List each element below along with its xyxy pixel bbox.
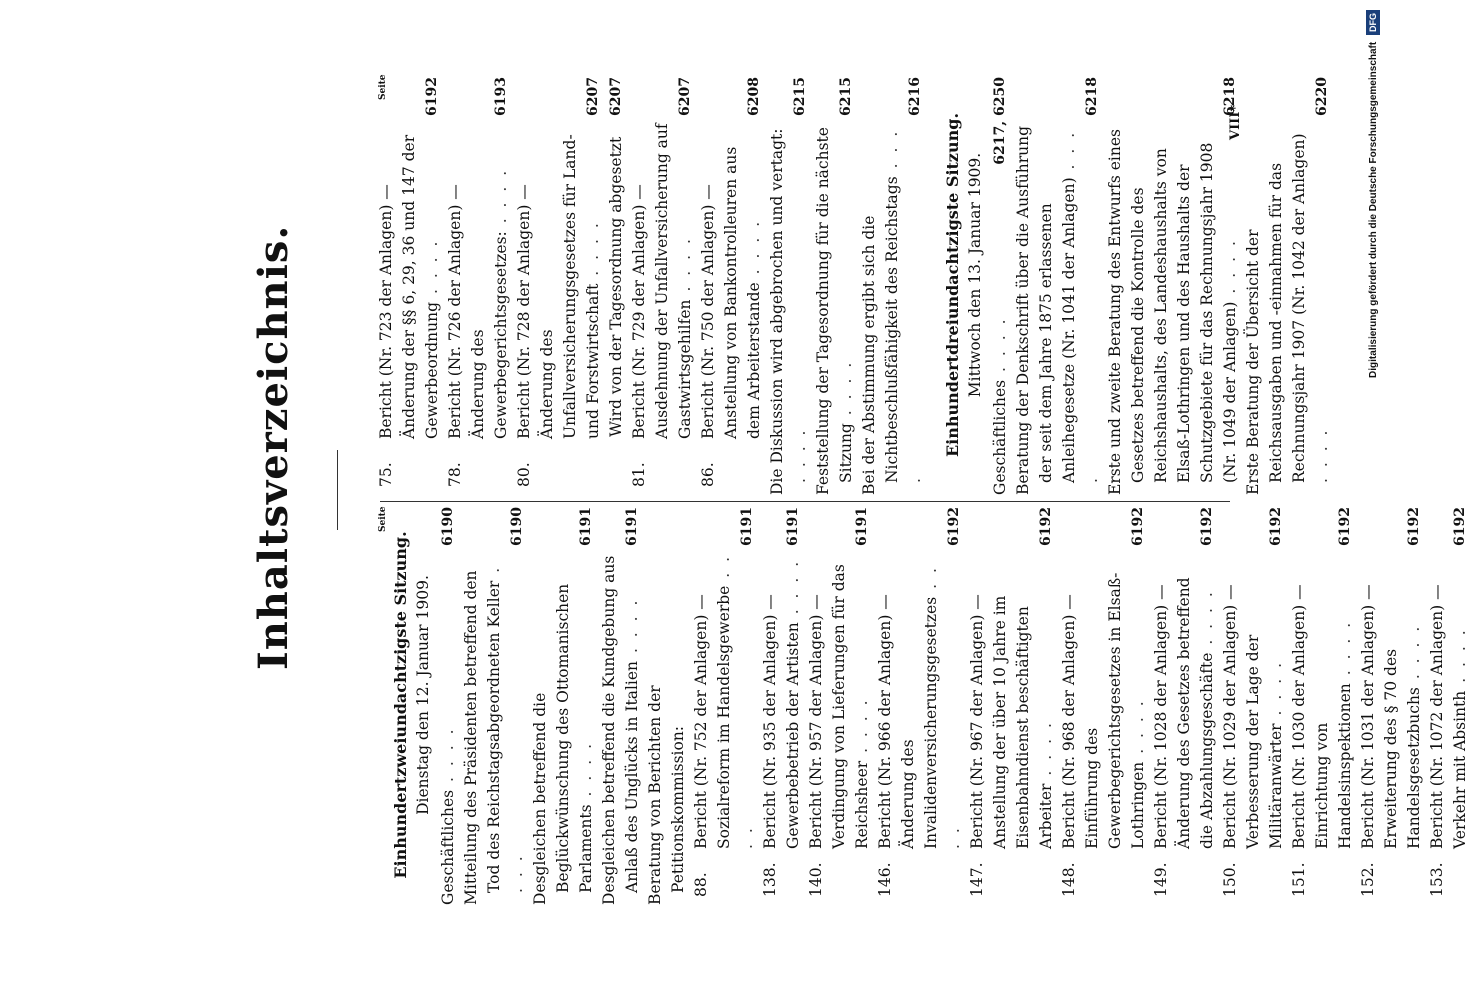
entry-number: 88.	[692, 872, 710, 897]
list-item	[437, 505, 460, 905]
list-item	[966, 505, 1058, 905]
leader-dots: . . . .	[485, 564, 526, 893]
page-number: 6192	[946, 507, 962, 546]
entry-number: 138.	[761, 862, 779, 897]
page-number: 6190	[440, 507, 456, 546]
list-item	[605, 75, 628, 495]
leader-dots: . . . .	[1336, 619, 1354, 684]
entry-text: Beratung von Berichten der Petitionskommission:	[646, 685, 687, 905]
entry-text: Mitteilung des Präsidenten betreffend den Tod des Reichstagsabgeordneten Keller	[462, 570, 503, 905]
entry-number: 148.	[1060, 862, 1078, 897]
page-number: 6192	[1199, 507, 1215, 546]
page-number: 6192	[424, 77, 440, 116]
digitization-credit	[1366, 10, 1380, 990]
leader-dots: . . . .	[623, 597, 641, 661]
session-heading: Einhundertdreiundachtzigste Sitzung.	[943, 112, 962, 458]
list-item	[759, 505, 805, 905]
list-item	[1058, 505, 1150, 905]
left-column	[375, 505, 1469, 905]
leader-dots: . . . .	[1198, 589, 1216, 653]
leader-dots: . . . .	[1129, 698, 1147, 762]
right-entries-b	[766, 75, 927, 495]
entry-text: Bericht (Nr. 723 der Anlagen) — Änderung der §§ 6, 29, 36 und 147 der Gewerbeordnung	[377, 134, 441, 439]
leader-dots: . . . .	[577, 740, 595, 805]
page-number: 6191	[854, 507, 870, 546]
list-item	[989, 75, 1012, 495]
list-item	[1150, 505, 1219, 905]
leader-dots: . . . .	[922, 565, 963, 849]
page-number: 6191	[739, 507, 755, 546]
list-item	[1219, 505, 1288, 905]
list-item	[628, 75, 697, 495]
entry-text: Bericht (Nr. 726 der Anlagen) — Änderung des Gewerbegerichtsgesetzes:	[446, 184, 510, 439]
page-number: 6190	[509, 507, 525, 546]
leader-dots: . . . .	[745, 218, 763, 283]
leader-dots: . . . .	[1037, 720, 1055, 784]
entry-text: Beratung der Denkschrift über die Ausführung der seit dem Jahre 1875 erlassenen Anleihegesetze (Nr. 1041 der Anlagen)	[1014, 125, 1078, 495]
leader-dots: . . . .	[423, 238, 441, 302]
leader-dots: . . . .	[1451, 627, 1469, 691]
page-number: 6192	[1337, 507, 1353, 546]
page-number: 6220	[1314, 77, 1330, 116]
seite-label-left: Seite	[378, 506, 388, 532]
right-entries-a	[375, 75, 766, 495]
entry-text: Bericht (Nr. 1028 der Anlagen) — Änderung des Gesetzes betreffend die Abzahlungsgeschäfte	[1152, 577, 1216, 849]
dfg-logo: DFG	[1366, 10, 1380, 35]
page-number: 6217, 6250	[992, 77, 1008, 165]
list-item	[444, 75, 513, 495]
list-item	[529, 505, 598, 905]
leader-dots: . . . .	[784, 558, 802, 623]
credit-text: Digitalisierung gefördert durch die Deutsche Forschungsgemeinschaft	[1368, 41, 1379, 378]
entry-text: Feststellung der Tagesordnung für die nächste Sitzung	[814, 127, 855, 495]
leader-dots: . . . .	[715, 553, 756, 849]
list-item	[766, 75, 812, 495]
title-rule	[337, 450, 338, 530]
entry-number: 153.	[1428, 862, 1446, 897]
entry-number: 86.	[699, 462, 717, 487]
leader-dots: . . . .	[837, 359, 855, 424]
leader-dots: . . . .	[676, 236, 694, 300]
session-date: Dienstag den 12. Januar 1909.	[414, 575, 432, 815]
page-number: 6207	[677, 77, 693, 116]
page-number: 6207	[585, 77, 601, 116]
list-item	[1426, 505, 1472, 905]
entry-text: Geschäftliches	[991, 379, 1009, 495]
page-number: 6192	[1130, 507, 1146, 546]
right-entries-c	[989, 75, 1334, 495]
list-item	[513, 75, 605, 495]
page-number: 6218	[1084, 77, 1100, 116]
entry-number: 147.	[968, 862, 986, 897]
entry-text: Bericht (Nr. 935 der Anlagen) — Gewerbebetrieb der Artisten	[761, 594, 802, 849]
list-item	[690, 505, 759, 905]
list-item	[1104, 75, 1242, 495]
entry-text: Bericht (Nr. 728 der Anlagen) — Änderung des Unfallversicherungsgesetzes für Land- und Forstwirtschaft	[515, 134, 602, 439]
entry-text: Erste Beratung der Übersicht der Reichsausgaben und -einnahmen für das Rechnungsjahr 1907 (Nr. 1042 der Anlagen)	[1244, 133, 1308, 495]
leader-dots: . . . .	[991, 316, 1009, 380]
entry-number: 152.	[1359, 862, 1377, 897]
list-item	[812, 75, 858, 495]
page-number: 6192	[1268, 507, 1284, 546]
page-number: 6191	[785, 507, 801, 546]
page-number: 6207	[608, 77, 624, 116]
list-item	[598, 505, 644, 905]
entry-number: 78.	[446, 462, 464, 487]
leader-dots: . . . .	[1313, 427, 1331, 483]
leader-dots: . . . .	[1060, 129, 1101, 483]
leader-dots: . . . .	[584, 220, 602, 284]
leader-dots: . . . .	[883, 128, 924, 483]
entry-number: 80.	[515, 462, 533, 487]
entry-text: Erste und zweite Beratung des Entwurfs eines Gesetzes betreffend die Kontrolle des Reichshaushalts, des Landeshaushalts von Elsaß-Lothringen und des Haushalts der Schutzgebiete für das Rechnungsjahr 1908 (Nr. 1049 der Anlagen)	[1106, 129, 1239, 495]
page-number: 6193	[493, 77, 509, 116]
list-item	[1288, 505, 1357, 905]
page-signature: VIII*	[1228, 104, 1243, 140]
entry-text: Wird von der Tagesordnung abgesetzt	[607, 136, 625, 437]
page-number: 6192	[1038, 507, 1054, 546]
list-item	[1242, 75, 1334, 495]
entry-text: Bericht (Nr. 750 der Anlagen) — Anstellung von Bankontrolleuren aus dem Arbeiterstande	[699, 146, 763, 439]
session-heading: Einhundertzweiundachtzigste Sitzung.	[391, 531, 410, 879]
page-number: 6192	[1406, 507, 1422, 546]
leader-dots: . . . .	[439, 726, 457, 790]
entry-number: 146.	[876, 862, 894, 897]
entry-text: Bericht (Nr. 968 der Anlagen) — Einführung des Gewerbegerichtsgesetzes in Elsaß-Lothringen	[1060, 572, 1147, 849]
entry-text: Bericht (Nr. 1030 der Anlagen) — Einrichtung von Handelsinspektionen	[1290, 584, 1354, 849]
entry-text: Bericht (Nr. 957 der Anlagen) — Verdingung von Lieferungen für das Reichsheer	[807, 564, 871, 849]
leader-dots: . . . .	[1221, 238, 1239, 302]
entry-number: 149.	[1152, 862, 1170, 897]
entry-text: Bericht (Nr. 1029 der Anlagen) — Verbesserung der Lage der Militäranwärter	[1221, 584, 1285, 849]
list-item	[805, 505, 874, 905]
entry-text: Desgleichen betreffend die Beglückwünschung des Ottomanischen Parlaments	[531, 583, 595, 905]
leader-dots: . . . .	[492, 167, 510, 232]
entry-number: 140.	[807, 862, 825, 897]
column-divider	[380, 501, 1230, 502]
entry-number: 151.	[1290, 862, 1308, 897]
leader-dots: . . . .	[791, 427, 809, 483]
entry-number: 150.	[1221, 862, 1239, 897]
session-date: Mittwoch den 13. Januar 1909.	[966, 152, 984, 398]
entry-number: 81.	[630, 462, 648, 487]
list-item	[858, 75, 927, 495]
entry-text: Bericht (Nr. 1031 der Anlagen) — Erweiterung des § 70 des Handelsgesetzbuchs	[1359, 584, 1423, 849]
left-entries	[437, 505, 1472, 905]
page-number: 6192	[1452, 507, 1468, 546]
entry-text: Bericht (Nr. 1072 der Anlagen) — Verkehr mit Absinth	[1428, 584, 1469, 849]
entry-text: Bericht (Nr. 729 der Anlagen) — Ausdehnung der Unfallversicherung auf Gastwirtsgehilfen	[630, 123, 694, 439]
seite-label-right: Seite	[378, 74, 388, 100]
page-number: 6216	[907, 77, 923, 116]
list-item	[697, 75, 766, 495]
page-number: 6215	[792, 77, 808, 116]
page-number: 6191	[578, 507, 594, 546]
leader-dots: . . . .	[853, 697, 871, 761]
entry-text: Bericht (Nr. 966 der Anlagen) — Änderung des Invalidenversicherungsgesetzes	[876, 594, 940, 849]
page-number: 6215	[838, 77, 854, 116]
entry-text: Bericht (Nr. 752 der Anlagen) — Sozialreform im Handelsgewerbe	[692, 585, 733, 849]
entry-text: Geschäftliches	[439, 789, 457, 905]
list-item	[375, 75, 444, 495]
page-number: 6218	[1222, 77, 1238, 116]
entry-text: Bericht (Nr. 967 der Anlagen) — Anstellung der über 10 Jahre im Eisenbahndienst beschäftigten Arbeiter	[968, 594, 1055, 849]
list-item	[874, 505, 966, 905]
entry-text: Bei der Abstimmung ergibt sich die Nichtbeschlußfähigkeit des Reichstags	[860, 176, 901, 495]
leader-dots: . . . .	[1405, 623, 1423, 688]
list-item	[1012, 75, 1104, 495]
leader-dots: . . . .	[1267, 660, 1285, 724]
page-number: 6191	[624, 507, 640, 546]
list-item	[460, 505, 529, 905]
page-title: Inhaltsverzeichnis.	[250, 224, 297, 670]
page-number: 6208	[746, 77, 762, 116]
entry-text: Die Diskussion wird abgebrochen und vertagt:	[768, 128, 786, 495]
list-item	[644, 505, 690, 905]
entry-text: Desgleichen betreffend die Kundgebung aus Anlaß des Unglücks in Italien	[600, 555, 641, 905]
entry-number: 75.	[377, 462, 395, 487]
